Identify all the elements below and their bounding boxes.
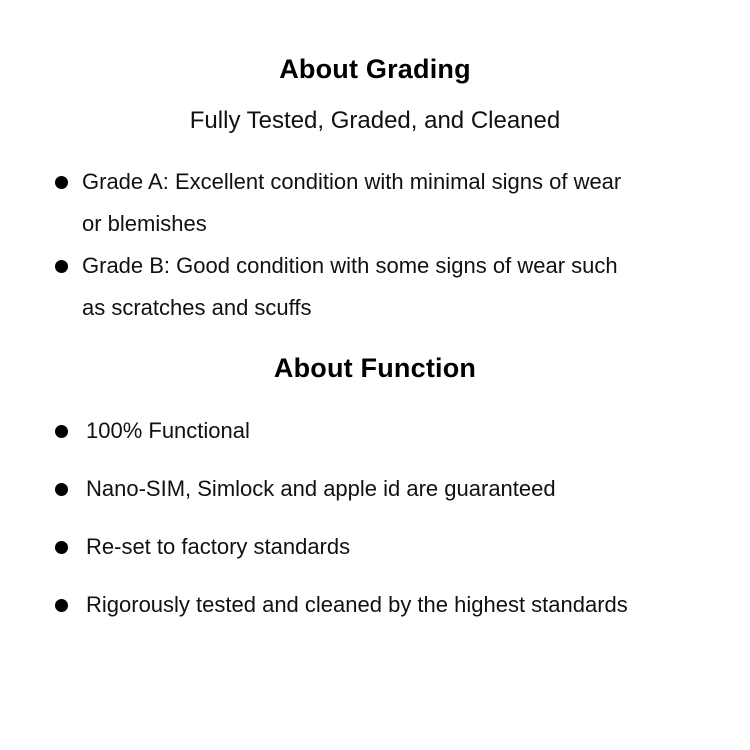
list-item <box>55 584 695 642</box>
list-item <box>55 468 695 526</box>
function-list <box>55 384 695 642</box>
list-item-label: 100% Functional <box>86 418 250 443</box>
list-item-label: Re-set to factory standards <box>86 534 351 559</box>
bullet-dot-icon <box>55 483 68 496</box>
bullet-dot-icon <box>55 425 68 438</box>
list-item-label: Rigorously tested and cleaned by the highest standards <box>86 592 628 617</box>
list-item-label: Grade A: Excellent condition with minimal signs of wear or blemishes <box>82 169 622 236</box>
about-function-heading: About Function <box>273 353 477 383</box>
bullet-dot-icon <box>55 599 68 612</box>
list-item <box>55 526 695 584</box>
bullet-dot-icon <box>55 541 68 554</box>
list-item-label: Grade B: Good condition with some signs of wear such as scratches and scuffs <box>82 253 618 320</box>
list-item-label: Nano-SIM, Simlock and apple id are guaranteed <box>86 476 556 501</box>
bullet-dot-icon <box>55 260 68 273</box>
grading-list <box>55 135 695 329</box>
bullet-dot-icon <box>55 176 68 189</box>
about-grading-heading: About Grading <box>279 54 471 84</box>
list-item <box>55 410 695 468</box>
list-item <box>55 161 695 245</box>
grading-subtitle: Fully Tested, Graded, and Cleaned <box>189 107 561 134</box>
list-item <box>55 245 695 329</box>
